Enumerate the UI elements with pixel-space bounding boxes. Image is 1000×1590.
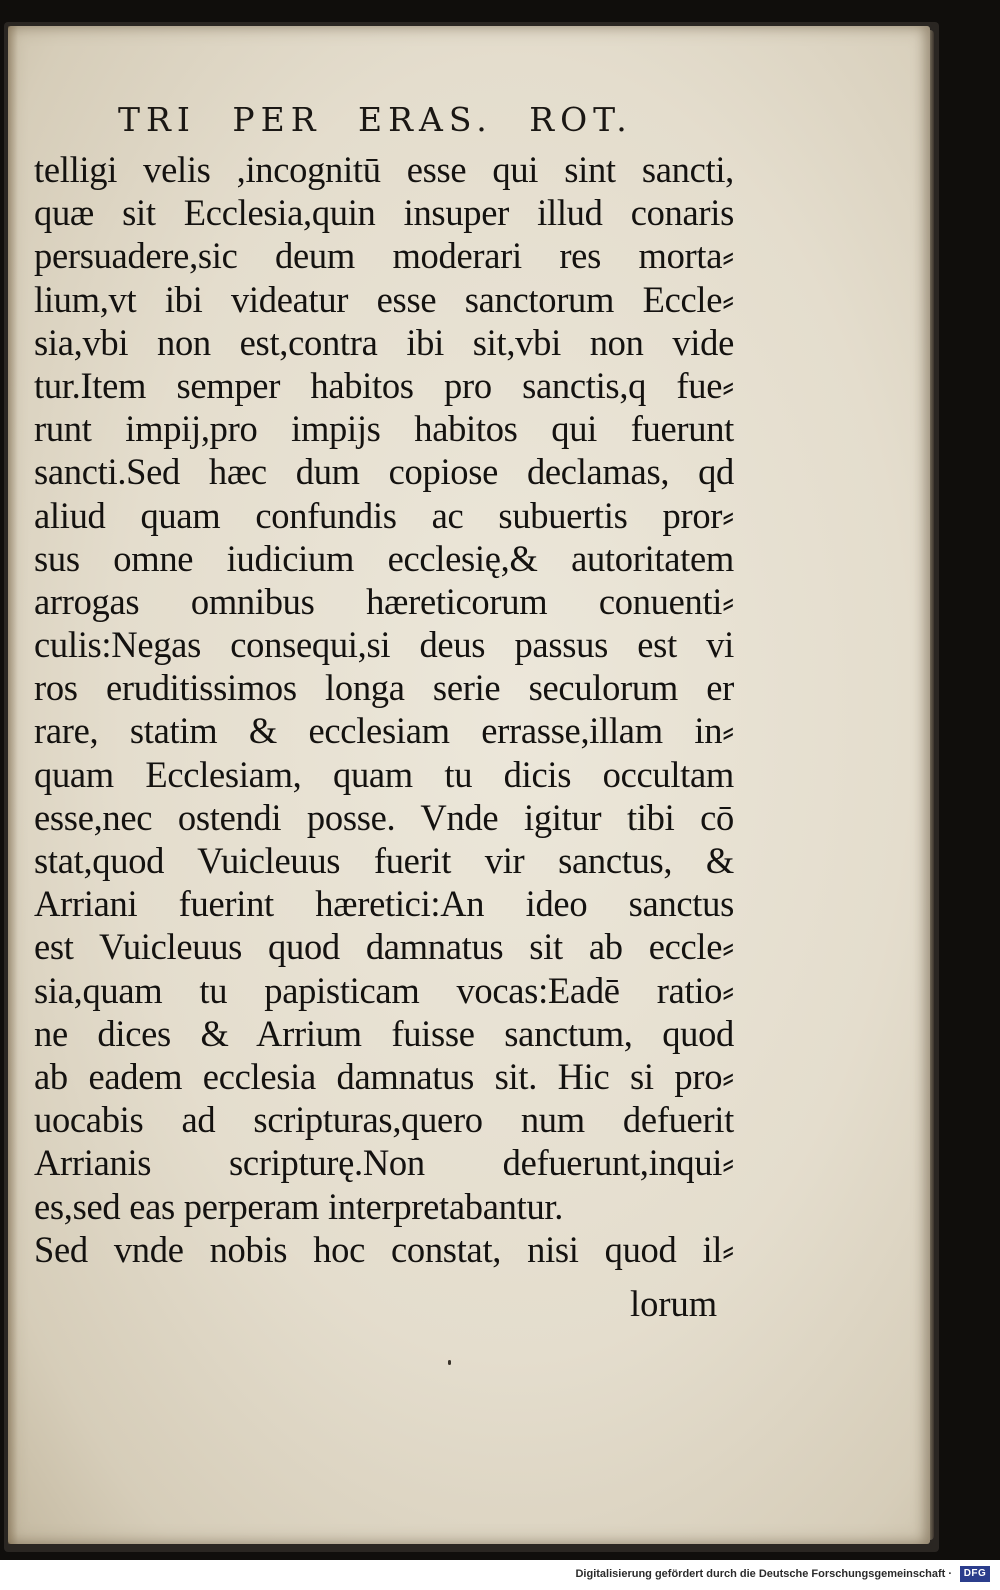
text-line: arrogas omnibus hæreticorum conuenti⸗ bbox=[34, 580, 734, 622]
text-line: telligi velis ,incognitū esse qui sint sancti, bbox=[34, 149, 734, 190]
catchword: lorum bbox=[630, 1283, 718, 1324]
running-head-word: ERAS. bbox=[358, 100, 493, 139]
text-line: ros eruditissimos longa serie seculorum er bbox=[34, 667, 734, 709]
footer-credit: Digitalisierung gefördert durch die Deutsche Forschungsgemeinschaft · bbox=[575, 1568, 952, 1580]
text-line: tur.Item semper habitos pro sanctis,q fue⸗ bbox=[34, 364, 734, 406]
text-line: lium,vt ibi videatur esse sanctorum Eccle⸗ bbox=[34, 278, 734, 320]
text-line: rare, statim & ecclesiam errasse,illam in⸗ bbox=[34, 710, 734, 752]
text-line: stat,quod Vuicleuus fuerit vir sanctus, & bbox=[34, 840, 734, 881]
text-line: sancti.Sed hæc dum copiose declamas, qd bbox=[34, 451, 734, 493]
dfg-logo-icon: DFG bbox=[960, 1566, 990, 1582]
text-line: Arrianis scripturę.Non defuerunt,inqui⸗ bbox=[34, 1142, 734, 1184]
text-line: sus omne iudicium ecclesię,& autoritatem bbox=[34, 537, 734, 579]
text-line: runt impij,pro impijs habitos qui fuerunt bbox=[34, 408, 734, 450]
running-head bbox=[118, 100, 638, 139]
ink-speck bbox=[448, 1360, 451, 1365]
text-line: culis:Negas consequi,si deus passus est vi bbox=[34, 624, 734, 666]
running-head-word: TRI bbox=[118, 100, 196, 139]
text-line: Sed vnde nobis hoc constat, nisi quod il⸗ bbox=[34, 1228, 734, 1270]
running-head-word: PER bbox=[232, 100, 322, 139]
text-line: sia,quam tu papisticam vocas:Eadē ratio⸗ bbox=[34, 969, 734, 1011]
text-line: Arriani fuerint hæretici:An ideo sanctus bbox=[34, 883, 734, 925]
text-line: persuadere,sic deum moderari res morta⸗ bbox=[34, 235, 734, 277]
text-line: aliud quam confundis ac subuertis pror⸗ bbox=[34, 494, 734, 536]
text-line: esse,nec ostendi posse. Vnde igitur tibi cō bbox=[34, 796, 734, 838]
text-line: ab eadem ecclesia damnatus sit. Hic si pro⸗ bbox=[34, 1055, 734, 1097]
body-text bbox=[34, 148, 734, 1271]
text-line: sia,vbi non est,contra ibi sit,vbi non vide bbox=[34, 321, 734, 363]
text-line: quam Ecclesiam, quam tu dicis occultam bbox=[34, 753, 734, 795]
text-line: ne dices & Arrium fuisse sanctum, quod bbox=[34, 1012, 734, 1054]
text-line: uocabis ad scripturas,quero num defuerit bbox=[34, 1099, 734, 1141]
page-gutter-shading bbox=[8, 26, 18, 1544]
running-head-word: ROT. bbox=[529, 100, 633, 139]
text-line: es,sed eas perperam interpretabantur. bbox=[34, 1185, 564, 1227]
text-line: quæ sit Ecclesia,quin insuper illud conaris bbox=[34, 192, 734, 234]
text-line: est Vuicleuus quod damnatus sit ab eccle⸗ bbox=[34, 926, 734, 968]
